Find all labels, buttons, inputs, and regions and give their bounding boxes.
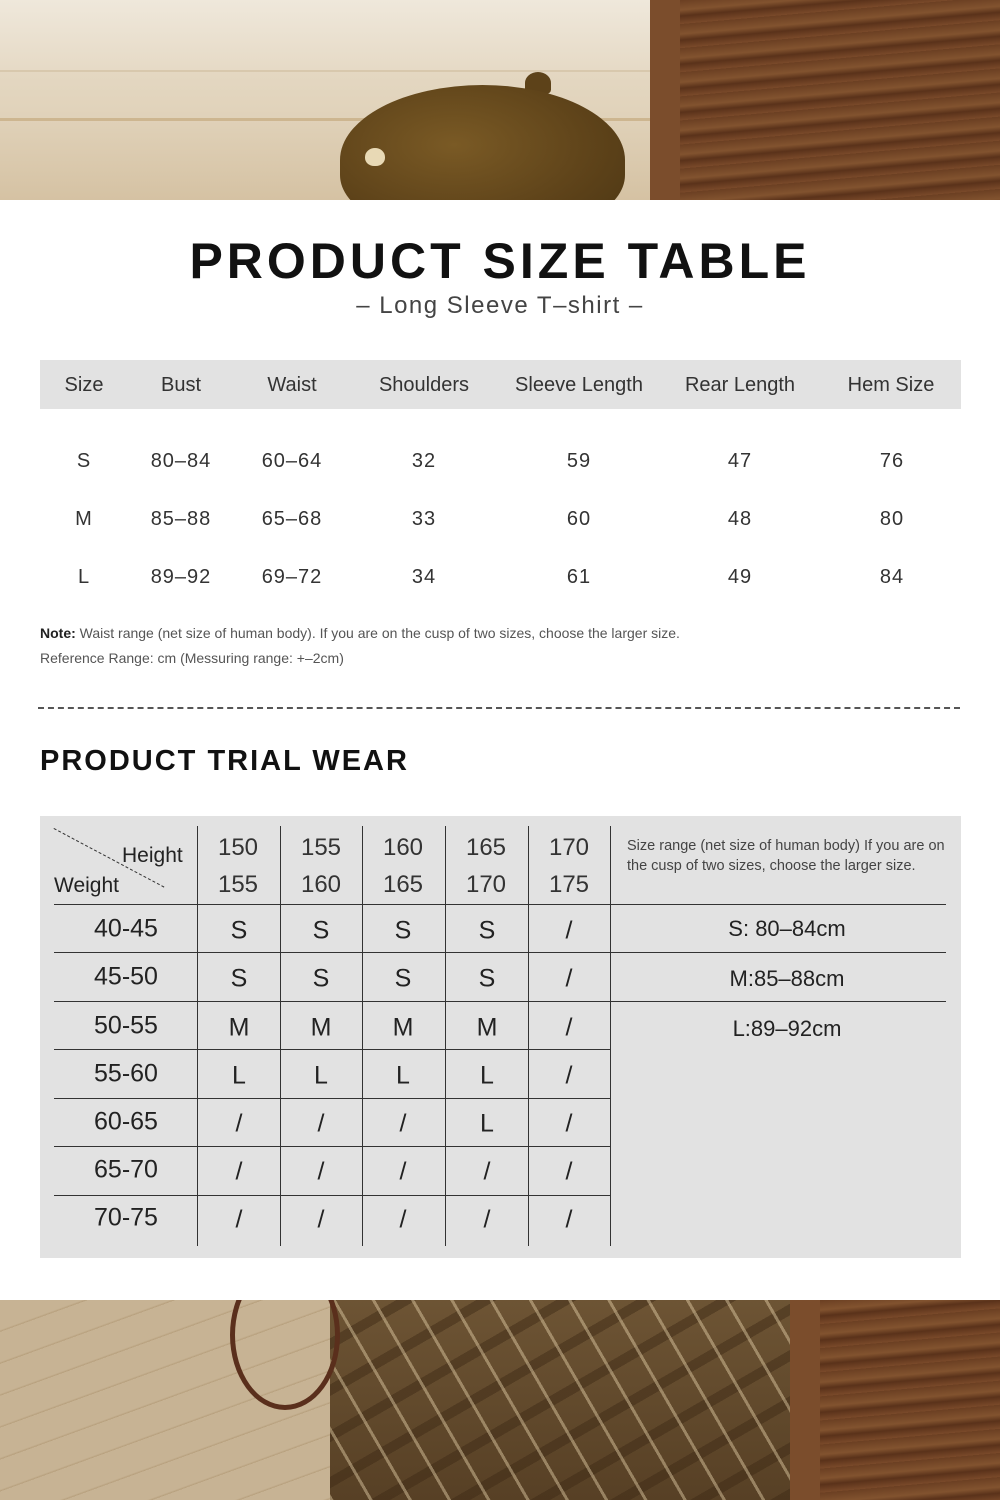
size-value: M <box>476 1013 498 1042</box>
size-value: / <box>565 1157 573 1186</box>
height-header: 170 175 <box>548 834 590 898</box>
table-cell: M <box>75 508 93 530</box>
header-cell: Bust <box>160 374 202 396</box>
note-text: Waist range (net size of human body). If you are on the cusp of two sizes, choose the larger size. <box>75 625 680 641</box>
weight-label: 55-60 <box>94 1059 158 1088</box>
header-cell: Waist <box>267 374 317 396</box>
size-value: / <box>235 1109 243 1138</box>
size-value: M <box>392 1013 414 1042</box>
size-value: L <box>480 1109 494 1138</box>
corner-weight-label: Weight <box>54 874 119 897</box>
header-cell: Hem Size <box>847 374 935 396</box>
table-cell: 48 <box>727 508 753 530</box>
grid-line <box>54 1098 610 1099</box>
size-range-m: M:85–88cm <box>729 966 845 991</box>
size-value: / <box>565 916 573 945</box>
size-value: / <box>483 1157 491 1186</box>
size-value: L <box>396 1061 410 1090</box>
section-divider <box>38 707 960 709</box>
size-value: / <box>399 1205 407 1234</box>
size-range-l: L:89–92cm <box>732 1016 842 1041</box>
weight-label: 60-65 <box>94 1107 158 1136</box>
grid-line <box>280 826 281 1246</box>
weight-label: 65-70 <box>94 1155 158 1184</box>
table-cell: 33 <box>411 508 437 530</box>
page-title: PRODUCT SIZE TABLE <box>189 233 811 289</box>
grid-line <box>54 904 946 905</box>
table-row <box>40 450 961 480</box>
grid-line <box>54 1195 610 1196</box>
size-value: M <box>310 1013 332 1042</box>
size-range-note: Size range (net size of human body) If you are on the cusp of two sizes, choose the larger size. <box>627 838 945 874</box>
table-cell: 89–92 <box>150 566 212 588</box>
trial-wear-table <box>40 816 961 1258</box>
size-value: / <box>483 1205 491 1234</box>
weight-label: 40-45 <box>94 914 158 943</box>
size-value: S <box>230 964 248 993</box>
table-cell: 60–64 <box>261 450 323 472</box>
table-row <box>40 508 961 538</box>
weight-label: 70-75 <box>94 1203 158 1232</box>
size-value: / <box>235 1205 243 1234</box>
size-table-header <box>40 360 961 409</box>
wooden-shutter <box>790 1300 1000 1500</box>
height-header: 160 165 <box>382 834 424 898</box>
grid-line <box>54 952 946 953</box>
table-cell: 80 <box>879 508 905 530</box>
grid-line <box>445 826 446 1246</box>
size-value: L <box>480 1061 494 1090</box>
table-cell: 34 <box>411 566 437 588</box>
table-cell: 60 <box>566 508 592 530</box>
reference-range-note: Reference Range: cm (Messuring range: +–2cm) <box>40 650 344 666</box>
size-value: / <box>399 1109 407 1138</box>
table-cell: 59 <box>566 450 592 472</box>
table-cell: 76 <box>879 450 905 472</box>
grid-line <box>528 826 529 1246</box>
plaid-skirt-image <box>330 1300 790 1500</box>
size-value: S <box>312 964 330 993</box>
size-value: / <box>399 1157 407 1186</box>
size-chart-card <box>0 200 1000 1300</box>
table-cell: S <box>76 450 92 472</box>
table-cell: 85–88 <box>150 508 212 530</box>
table-row <box>40 566 961 596</box>
size-value: / <box>235 1157 243 1186</box>
size-value: / <box>565 964 573 993</box>
section-title: PRODUCT TRIAL WEAR <box>40 745 409 777</box>
size-value: S <box>230 916 248 945</box>
table-cell: 65–68 <box>261 508 323 530</box>
size-value: M <box>228 1013 250 1042</box>
height-header: 150 155 <box>217 834 259 898</box>
wooden-shutter <box>650 0 1000 200</box>
size-value: S <box>478 964 496 993</box>
weight-label: 45-50 <box>94 962 158 991</box>
header-cell: Shoulders <box>378 374 470 396</box>
size-value: S <box>394 964 412 993</box>
size-value: / <box>317 1157 325 1186</box>
size-value: / <box>565 1205 573 1234</box>
grid-line <box>362 826 363 1246</box>
header-cell: Rear Length <box>684 374 796 396</box>
size-note <box>40 625 680 641</box>
size-value: / <box>565 1109 573 1138</box>
table-cell: 47 <box>727 450 753 472</box>
photo-top <box>0 0 1000 200</box>
note-label: Note: <box>40 625 76 641</box>
header-cell: Sleeve Length <box>515 374 643 396</box>
size-value: / <box>317 1109 325 1138</box>
table-cell: 49 <box>727 566 753 588</box>
grid-line <box>54 1001 946 1002</box>
table-cell: 69–72 <box>261 566 323 588</box>
size-value: S <box>312 916 330 945</box>
size-value: / <box>565 1061 573 1090</box>
grid-line <box>54 1146 610 1147</box>
size-value: L <box>232 1061 246 1090</box>
table-cell: 61 <box>566 566 592 588</box>
table-cell: 84 <box>879 566 905 588</box>
grid-line <box>54 1049 610 1050</box>
corner-height-label: Height <box>122 844 183 867</box>
table-cell: 80–84 <box>150 450 212 472</box>
size-value: S <box>478 916 496 945</box>
size-value: / <box>565 1013 573 1042</box>
height-header: 165 170 <box>465 834 507 898</box>
weight-label: 50-55 <box>94 1011 158 1040</box>
header-cell: Size <box>64 374 104 396</box>
size-value: S <box>394 916 412 945</box>
table-cell: L <box>77 566 91 588</box>
ceiling <box>0 0 760 72</box>
table-cell: 32 <box>411 450 437 472</box>
grid-line <box>610 826 611 1246</box>
heart-badge-icon <box>365 148 385 166</box>
photo-bottom <box>0 1300 1000 1500</box>
size-range-s: S: 80–84cm <box>728 916 846 941</box>
beret-image <box>340 85 625 200</box>
grid-line <box>197 826 198 1246</box>
size-value: / <box>317 1205 325 1234</box>
height-header: 155 160 <box>300 834 342 898</box>
page-subtitle: – Long Sleeve T–shirt – <box>356 292 644 319</box>
size-value: L <box>314 1061 328 1090</box>
